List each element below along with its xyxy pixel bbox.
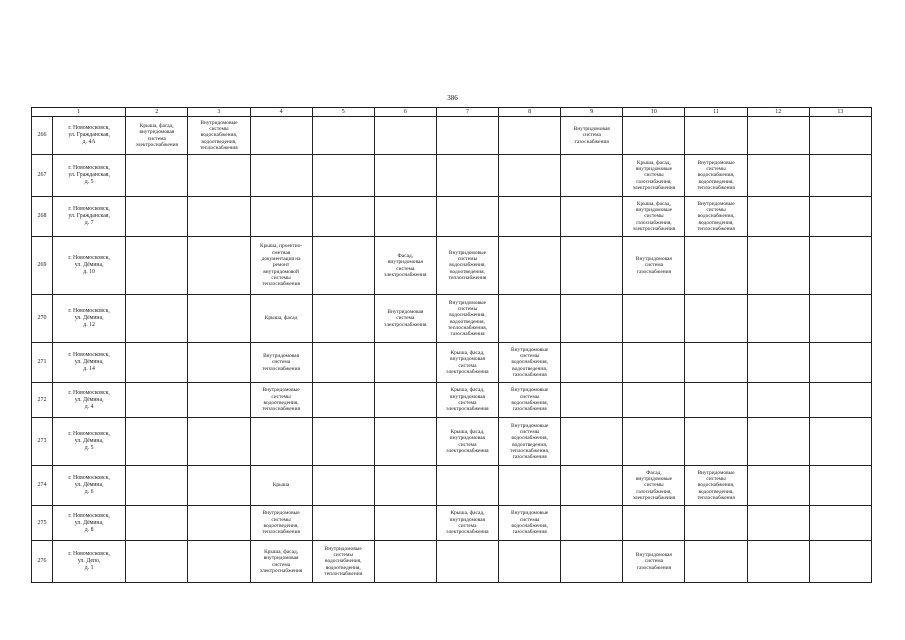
work-cell	[126, 541, 188, 583]
column-header: 9	[561, 108, 623, 117]
work-cell: Внутридомовая система газоснабжения	[623, 237, 685, 295]
work-cell: Крыша, фасад, внутридомовая система электроснабжения	[436, 506, 498, 541]
work-cell: Внутридомовые системы водоотведения, теплоснабжения	[250, 506, 312, 541]
work-cell	[250, 418, 312, 466]
address-cell: г. Новомосковск, ул. Дёмина, д. 6	[53, 466, 126, 506]
work-cell	[809, 466, 871, 506]
work-cell	[561, 343, 623, 383]
work-cell	[623, 343, 685, 383]
column-header: 3	[188, 108, 250, 117]
work-cell	[499, 197, 561, 237]
work-cell: Крыша	[250, 466, 312, 506]
table-row	[32, 117, 872, 155]
work-cell	[312, 466, 374, 506]
row-number-cell: 273	[32, 418, 53, 466]
work-cell	[374, 541, 436, 583]
column-header: 13	[809, 108, 871, 117]
row-number-cell: 271	[32, 343, 53, 383]
work-cell	[623, 117, 685, 155]
work-cell	[499, 466, 561, 506]
work-cell	[747, 418, 809, 466]
work-cell: Крыша, фасад, внутридомовая система электроснабжения	[126, 117, 188, 155]
work-cell	[312, 383, 374, 418]
work-cell: Внутридомовая система электроснабжения	[374, 295, 436, 343]
work-cell	[623, 295, 685, 343]
column-header: 5	[312, 108, 374, 117]
work-cell	[561, 197, 623, 237]
work-cell	[809, 506, 871, 541]
work-cell: Крыша, фасад	[250, 295, 312, 343]
work-cell	[126, 155, 188, 197]
work-cell	[561, 466, 623, 506]
work-cell: Внутридомовая система газоснабжения	[623, 541, 685, 583]
row-number-cell: 274	[32, 466, 53, 506]
table-row	[32, 155, 872, 197]
work-cell	[685, 237, 747, 295]
work-cell	[188, 541, 250, 583]
work-cell	[809, 383, 871, 418]
work-cell	[747, 117, 809, 155]
work-cell	[312, 418, 374, 466]
work-cell	[685, 117, 747, 155]
work-cell: Фасад, внутридомовые системы газоснабжения, электроснабжения	[623, 466, 685, 506]
address-cell: г. Новомосковск, ул. Гражданская, д. 7	[53, 197, 126, 237]
work-cell	[374, 197, 436, 237]
address-cell: г. Новомосковск, ул. Дёмина, д. 14	[53, 343, 126, 383]
work-cell	[374, 506, 436, 541]
work-cell	[436, 466, 498, 506]
work-cell	[747, 295, 809, 343]
work-cell	[809, 117, 871, 155]
work-cell	[685, 343, 747, 383]
work-cell	[436, 117, 498, 155]
column-header: 12	[747, 108, 809, 117]
work-cell	[436, 197, 498, 237]
table-row	[32, 466, 872, 506]
column-header: 6	[374, 108, 436, 117]
work-cell	[188, 295, 250, 343]
work-cell	[250, 197, 312, 237]
work-cell	[561, 506, 623, 541]
work-cell: Внутридомовая система теплоснабжения	[250, 343, 312, 383]
work-cell	[374, 343, 436, 383]
address-cell: г. Новомосковск, ул. Гражданская, д. 5	[53, 155, 126, 197]
work-cell	[561, 155, 623, 197]
work-cell	[747, 343, 809, 383]
work-cell	[126, 237, 188, 295]
work-cell: Крыша, проектно- сметная документация на ремонт внутридомовой системы теплоснабжения	[250, 237, 312, 295]
work-cell	[809, 155, 871, 197]
address-cell: г. Новомосковск, ул. Дёмина, д. 10	[53, 237, 126, 295]
work-cell	[374, 117, 436, 155]
table-row	[32, 343, 872, 383]
work-cell	[312, 117, 374, 155]
work-cell	[685, 506, 747, 541]
work-cell	[188, 506, 250, 541]
work-cell	[685, 383, 747, 418]
repair-schedule-table	[31, 107, 872, 583]
work-cell	[312, 343, 374, 383]
work-cell: Крыша, фасад, внутридомовая система электроснабжения	[436, 343, 498, 383]
address-cell: г. Новомосковск, ул. Дёмина, д. 8	[53, 506, 126, 541]
work-cell	[747, 155, 809, 197]
work-cell: Внутридомовые системы водоснабжения, водоотведения, теплоснабжения	[685, 466, 747, 506]
work-cell: Внутридомовые системы водоснабжения, водоотведения, теплоснабжения	[312, 541, 374, 583]
address-cell: г. Новомосковск, ул. Депо, д. 1	[53, 541, 126, 583]
page-number: 386	[447, 94, 458, 102]
work-cell	[499, 155, 561, 197]
work-cell	[188, 237, 250, 295]
table-row	[32, 506, 872, 541]
work-cell	[623, 506, 685, 541]
work-cell	[126, 197, 188, 237]
work-cell	[561, 383, 623, 418]
work-cell	[809, 343, 871, 383]
work-cell: Внутридомовые системы водоснабжения, водоотведения, теплоснабжения, газоснабжения	[499, 418, 561, 466]
work-cell	[312, 295, 374, 343]
table-row	[32, 237, 872, 295]
work-cell	[188, 343, 250, 383]
work-cell	[561, 295, 623, 343]
row-number-cell: 269	[32, 237, 53, 295]
table-row	[32, 197, 872, 237]
column-header: 7	[436, 108, 498, 117]
work-cell: Внутридомовые системы водоснабжения, водоотведения, газоснабжения	[499, 343, 561, 383]
row-number-cell: 268	[32, 197, 53, 237]
work-cell	[188, 466, 250, 506]
work-cell	[809, 197, 871, 237]
work-cell: Крыша, фасад, внутридомовые системы газоснабжения, электроснабжения	[623, 197, 685, 237]
work-cell: Внутридомовые системы водоснабжения, газоснабжения	[499, 383, 561, 418]
work-cell	[188, 155, 250, 197]
work-cell	[312, 197, 374, 237]
work-cell	[188, 197, 250, 237]
address-cell: г. Новомосковск, ул. Гражданская, д. 4А	[53, 117, 126, 155]
work-cell: Внутридомовые системы водоснабжения, водоотведения, теплоснабжения	[685, 197, 747, 237]
work-cell	[374, 466, 436, 506]
work-cell	[499, 541, 561, 583]
row-number-cell: 267	[32, 155, 53, 197]
work-cell	[374, 418, 436, 466]
work-cell	[685, 541, 747, 583]
work-cell: Внутридомовая система газоснабжения	[561, 117, 623, 155]
work-cell	[126, 295, 188, 343]
work-cell: Внутридомовые системы водоснабжения, водоотведения, теплоснабжения	[436, 237, 498, 295]
work-cell	[809, 237, 871, 295]
work-cell	[126, 343, 188, 383]
work-cell: Крыша, фасад, внутридомовая система электроснабжения	[250, 541, 312, 583]
work-cell	[374, 383, 436, 418]
work-cell	[809, 295, 871, 343]
work-cell	[685, 418, 747, 466]
table-row	[32, 295, 872, 343]
column-header: 10	[623, 108, 685, 117]
work-cell	[561, 541, 623, 583]
work-cell: Крыша, фасад, внутридомовая система электроснабжения	[436, 418, 498, 466]
address-cell: г. Новомосковск, ул. Дёмина, д. 4	[53, 383, 126, 418]
work-cell	[188, 383, 250, 418]
work-cell	[623, 383, 685, 418]
work-cell	[436, 155, 498, 197]
column-header: 2	[126, 108, 188, 117]
work-cell	[685, 295, 747, 343]
work-cell	[312, 155, 374, 197]
work-cell	[561, 418, 623, 466]
work-cell	[312, 506, 374, 541]
work-cell	[747, 383, 809, 418]
work-cell	[374, 155, 436, 197]
work-cell: Внутридомовые системы водоотведения, теплоснабжения	[250, 383, 312, 418]
row-number-cell: 272	[32, 383, 53, 418]
work-cell	[126, 506, 188, 541]
table-row	[32, 418, 872, 466]
table-row	[32, 383, 872, 418]
work-cell	[126, 466, 188, 506]
work-cell	[747, 197, 809, 237]
table-row	[32, 541, 872, 583]
work-cell	[499, 295, 561, 343]
work-cell	[623, 418, 685, 466]
row-number-cell: 276	[32, 541, 53, 583]
work-cell	[126, 383, 188, 418]
work-cell: Фасад, внутридомовая система электроснабжения	[374, 237, 436, 295]
row-number-cell: 270	[32, 295, 53, 343]
work-cell	[312, 237, 374, 295]
address-cell: г. Новомосковск, ул. Дёмина, д. 5	[53, 418, 126, 466]
work-cell	[250, 155, 312, 197]
work-cell	[809, 541, 871, 583]
work-cell	[561, 237, 623, 295]
work-cell: Внутридомовые системы водоснабжения, газоснабжения	[499, 506, 561, 541]
work-cell	[747, 506, 809, 541]
work-cell	[436, 541, 498, 583]
address-cell: г. Новомосковск, ул. Дёмина, д. 12	[53, 295, 126, 343]
row-number-cell: 266	[32, 117, 53, 155]
work-cell	[188, 418, 250, 466]
column-header: 1	[32, 108, 126, 117]
work-cell	[747, 541, 809, 583]
row-number-cell: 275	[32, 506, 53, 541]
column-header: 8	[499, 108, 561, 117]
work-cell: Крыша, фасад, внутридомовая система электроснабжения	[436, 383, 498, 418]
work-cell	[250, 117, 312, 155]
work-cell: Крыша, фасад, внутридомовые системы газоснабжения, электроснабжения	[623, 155, 685, 197]
work-cell	[809, 418, 871, 466]
column-header: 11	[685, 108, 747, 117]
work-cell	[747, 237, 809, 295]
work-cell: Внутридомовые системы водоснабжения, водоотведения, теплоснабжения	[685, 155, 747, 197]
work-cell	[499, 237, 561, 295]
column-header: 4	[250, 108, 312, 117]
work-cell: Внутридомовые системы водоснабжения, водоотведения, теплоснабжения, газоснабжения	[436, 295, 498, 343]
header-row	[32, 108, 872, 117]
work-cell	[747, 466, 809, 506]
work-cell	[499, 117, 561, 155]
work-cell: Внутридомовые системы водоснабжения, водоотведения, теплоснабжения	[188, 117, 250, 155]
work-cell	[126, 418, 188, 466]
